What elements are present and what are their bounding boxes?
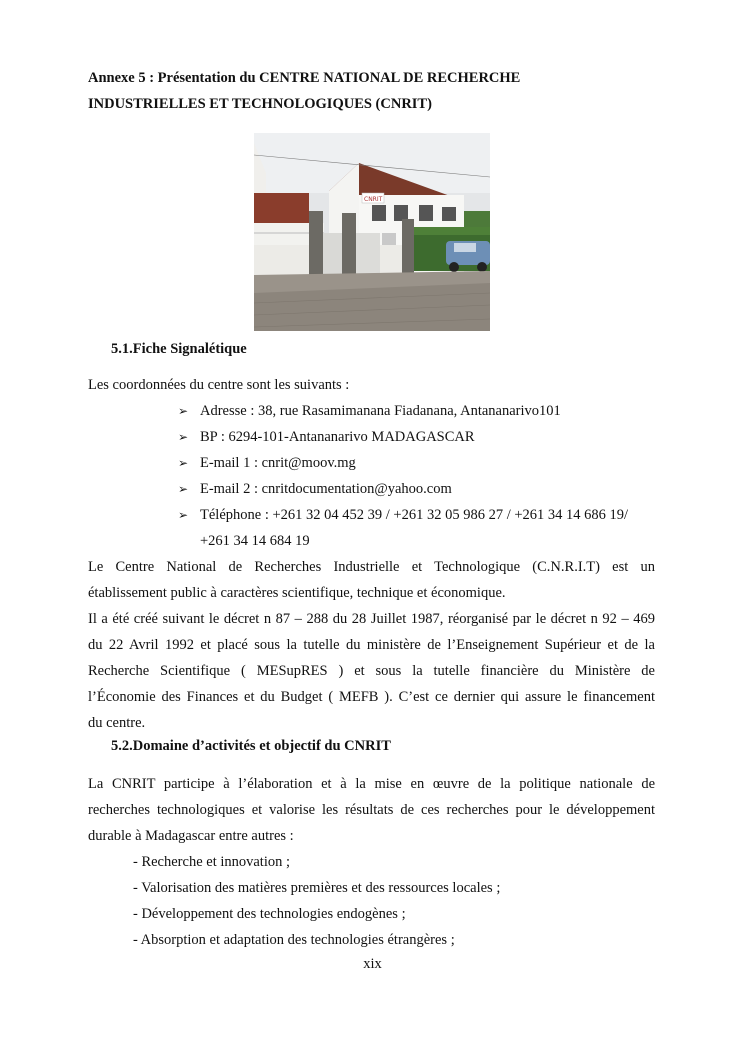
list-item-recherche: - Recherche et innovation ;: [133, 854, 291, 870]
arrow-bullet-icon: ➢: [178, 508, 189, 522]
arrow-bullet-icon: ➢: [178, 482, 189, 496]
paragraph-domaine-line-2: recherches technologiques et valorise les résultats de ces recherches pour le développement: [88, 802, 655, 818]
paragraph-cnrit-line-2: établissement public à caractères scientifique, technique et économique.: [88, 585, 506, 601]
arrow-bullet-icon: ➢: [178, 430, 189, 444]
paragraph-cnrit-line-1: Le Centre National de Recherches Industrielle et Technologique (C.N.R.I.T) est un: [88, 559, 655, 575]
paragraph-domaine-line-1: La CNRIT participe à l’élaboration et à la mise en œuvre de la politique nationale de: [88, 776, 655, 792]
arrow-bullet-icon: ➢: [178, 456, 189, 470]
document-page: Annexe 5 : Présentation du CENTRE NATIONAL DE RECHERCHE INDUSTRIELLES ET TECHNOLOGIQUES (CNRIT) CNRIT 5.1.Fiche Signalétique Les coordonnées du centre sont les suivants : ➢ Adresse : 38, rue Rasamimanana Fiadanana, Antananarivo101 ➢ BP : 6294-101-Antananarivo MADAGASCAR ➢ E-mail 1 : cnrit@moov.mg ➢ E-mail 2 : cnritdocumentation@yahoo.com ➢ Téléphone : +261 32 04 452 39 / +261 32 05 986 27 / +261 34 14 686 19/ +261 34 14 684 19 Le Centre National de Recherches Industrielle et Technologique (C.N.R.I.T) est un établissement public à caractères scientifique, technique et économique. Il a été créé suivant le décret n 87 – 288 du 28 Juillet 1987, réorganisé par le décret n 92 – 469 du 22 Avril 1992 et placé sous la tutelle du ministère de l’Enseignement Supérieur et de la Recherche Scientifique ( MESupRES ) et sous la tutelle financière du Ministère de l’Économie des Finances et du Budget ( MEFB ). C’est ce dernier qui assure le financement du centre. 5.2.Domaine d’activités et objectif du CNRIT La CNRIT participe à l’élaboration et à la mise en œuvre de la politique nationale de recherches technologiques et valorise les résultats de ces recherches pour le développement durable à Madagascar entre autres : - Recherche et innovation ; - Valorisation des matières premières et des ressources locales ; - Développement des technologies endogènes ; - Absorption et adaptation des technologies étrangères ; xix: [0, 0, 745, 1053]
paragraph-decret-line-5: du centre.: [88, 715, 146, 731]
list-item-absorption: - Absorption et adaptation des technologies étrangères ;: [133, 932, 455, 948]
cnrit-sign-text: CNRIT: [364, 196, 383, 203]
page-number: xix: [363, 956, 382, 972]
paragraph-decret-line-4: l’Économie des Finances et du Budget ( MEFB ). C’est ce dernier qui assure le financement: [88, 689, 655, 705]
section-heading-fiche-signaletique: 5.1.Fiche Signalétique: [111, 341, 247, 357]
paragraph-decret-line-2: du 22 Avril 1992 et placé sous la tutelle du ministère de l’Enseignement Supérieur et de la: [88, 637, 655, 653]
list-item-developpement: - Développement des technologies endogènes ;: [133, 906, 406, 922]
annex-title-line-2: INDUSTRIELLES ET TECHNOLOGIQUES (CNRIT): [88, 96, 432, 112]
arrow-bullet-icon: ➢: [178, 404, 189, 418]
list-item-valorisation: - Valorisation des matières premières et des ressources locales ;: [133, 880, 501, 896]
paragraph-decret-line-3: Recherche Scientifique ( MESupRES ) et sous la tutelle financière du Ministère de: [88, 663, 655, 679]
cnrit-building-photo: [254, 133, 490, 331]
section-heading-domaine-activites: 5.2.Domaine d’activités et objectif du CNRIT: [111, 738, 391, 754]
paragraph-domaine-line-3: durable à Madagascar entre autres :: [88, 828, 294, 844]
annex-title-line-1: Annexe 5 : Présentation du CENTRE NATIONAL DE RECHERCHE: [88, 70, 521, 86]
coordinates-intro: Les coordonnées du centre sont les suivants :: [88, 377, 350, 393]
paragraph-decret-line-1: Il a été créé suivant le décret n 87 – 288 du 28 Juillet 1987, réorganisé par le décret n 92 – 469: [88, 611, 655, 627]
